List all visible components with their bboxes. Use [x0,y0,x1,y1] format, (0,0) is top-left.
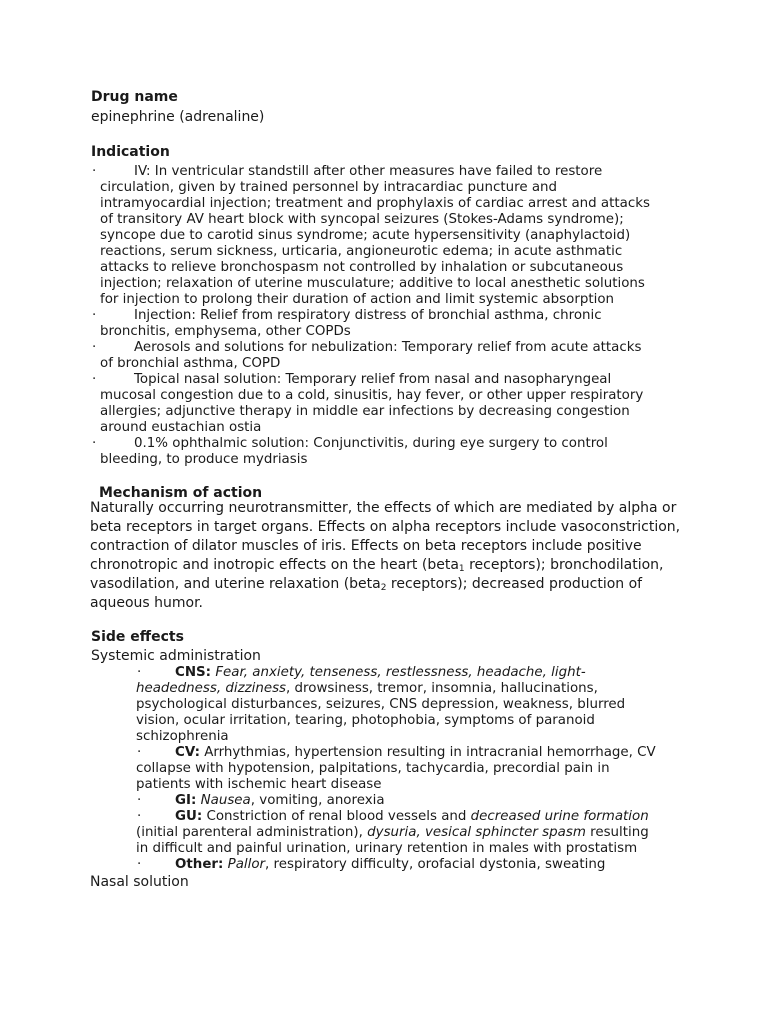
indication-item-1-line-6: reactions, serum sickness, urticaria, angioneurotic edema; in acute asthmatic [100,244,623,259]
cns-line-4: vision, ocular irritation, tearing, photophobia, symptoms of paranoid [136,713,595,728]
indication-item-1-line-5: syncope due to carotid sinus syndrome; acute hypersensitivity (anaphylactoid) [100,228,631,243]
drug-name-heading: Drug name [91,89,178,105]
cv-line-3: patients with ischemic heart disease [136,777,382,792]
mechanism-heading: Mechanism of action [99,485,263,501]
bullet-mark: · [137,809,142,824]
systemic-administration-label: Systemic administration [91,648,261,664]
indication-item-1-line-3: intramyocardial injection; treatment and prophylaxis of cardiac arrest and attacks [100,196,650,211]
bullet-mark: · [137,665,142,680]
other-line-1: · Other: Pallor, respiratory difficulty, orofacial dystonia, sweating [137,857,606,872]
beta-2-subscript: 2 [380,583,387,593]
indication-item-4-line-2: mucosal congestion due to a cold, sinusitis, hay fever, or other upper respiratory [100,388,644,403]
cv-label: CV: [175,745,200,760]
cns-label: CNS: [175,665,212,680]
cns-line-1: · CNS: Fear, anxiety, tenseness, restlessness, headache, light- [137,665,586,680]
bullet-mark: · [92,308,97,323]
indication-item-4-line-1: · Topical nasal solution: Temporary relief from nasal and nasopharyngeal [92,372,612,387]
bullet-mark: · [92,436,97,451]
indication-item-2-line-2: bronchitis, emphysema, other COPDs [100,324,351,339]
cns-line-3: psychological disturbances, seizures, CNS depression, weakness, blurred [136,697,626,712]
bullet-mark: · [137,745,142,760]
indication-item-1-line-1: · IV: In ventricular standstill after other measures have failed to restore [92,164,603,179]
beta-1-subscript: 1 [458,564,465,574]
indication-item-1-line-7: attacks to relieve bronchospasm not controlled by inhalation or subcutaneous [100,260,624,275]
mechanism-line-3: contraction of dilator muscles of iris. Effects on beta receptors include positive [90,538,642,554]
drug-name-value: epinephrine (adrenaline) [91,109,265,125]
mechanism-line-6: aqueous humor. [90,595,204,611]
cv-line-2: collapse with hypotension, palpitations, tachycardia, precordial pain in [136,761,610,776]
cns-line-2: headedness, dizziness, drowsiness, tremor, insomnia, hallucinations, [136,681,598,696]
side-effects-heading: Side effects [91,629,184,645]
mechanism-line-5: vasodilation, and uterine relaxation (beta$_2$ receptors); decreased production of [90,576,643,593]
cns-line-5: schizophrenia [136,729,229,744]
indication-item-1-line-4: of transitory AV heart block with syncopal seizures (Stokes-Adams syndrome); [100,212,624,227]
indication-item-1-line-9: for injection to prolong their duration of action and limit systemic absorption [100,292,615,307]
cv-line-1: · CV: Arrhythmias, hypertension resulting in intracranial hemorrhage, CV [137,745,656,760]
indication-item-3-line-2: of bronchial asthma, COPD [100,356,281,371]
bullet-mark: · [137,793,142,808]
bullet-mark: · [92,372,97,387]
gu-line-2: (initial parenteral administration), dysuria, vesical sphincter spasm resulting [136,825,649,840]
bullet-mark: · [137,857,142,872]
indication-item-4-line-3: allergies; adjunctive therapy in middle ear infections by decreasing congestion [100,404,630,419]
indication-item-2-line-1: · Injection: Relief from respiratory distress of bronchial asthma, chronic [92,308,602,323]
mechanism-line-2: beta receptors in target organs. Effects on alpha receptors include vasoconstriction, [90,519,681,535]
gi-label: GI: [175,793,197,808]
indication-item-1-line-8: injection; relaxation of uterine musculature; additive to local anesthetic solutions [100,276,645,291]
bullet-mark: · [92,164,97,179]
mechanism-line-4: chronotropic and inotropic effects on the heart (beta$_1$ receptors); bronchodilation, [90,557,664,574]
bullet-mark: · [92,340,97,355]
gi-line-1: · GI: Nausea, vomiting, anorexia [137,793,385,808]
indication-item-5-line-2: bleeding, to produce mydriasis [100,452,308,467]
indication-item-3-line-1: · Aerosols and solutions for nebulization: Temporary relief from acute attacks [92,340,642,355]
indication-item-5-line-1: · 0.1% ophthalmic solution: Conjunctivitis, during eye surgery to control [92,436,608,451]
other-label: Other: [175,857,224,872]
indication-item-4-line-4: around eustachian ostia [100,420,262,435]
gu-label: GU: [175,809,203,824]
gu-line-1: · GU: Constriction of renal blood vessels and decreased urine formation [137,809,649,824]
gu-line-3: in difficult and painful urination, urinary retention in males with prostatism [136,841,638,856]
indication-heading: Indication [91,144,170,160]
mechanism-line-1: Naturally occurring neurotransmitter, the effects of which are mediated by alpha or [90,500,677,516]
indication-item-1-line-2: circulation, given by trained personnel by intracardiac puncture and [100,180,558,195]
nasal-solution-label: Nasal solution [90,874,189,890]
